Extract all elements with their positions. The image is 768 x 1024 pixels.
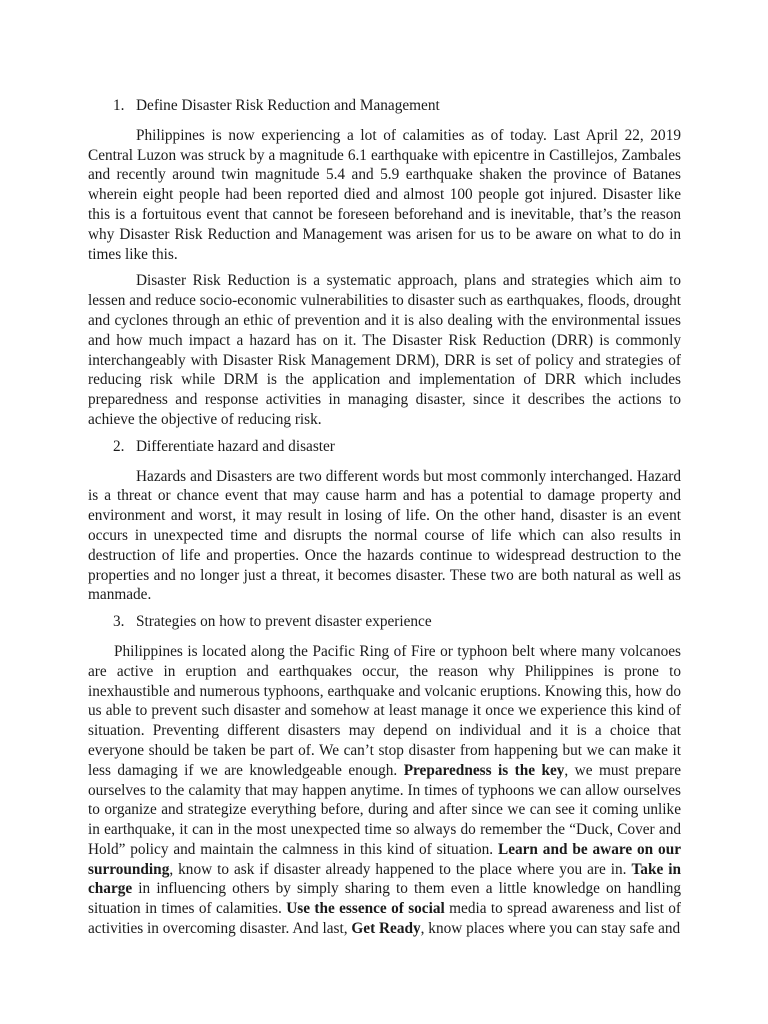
- heading-label: Strategies on how to prevent disaster experience: [136, 613, 432, 631]
- list-number: 2.: [113, 437, 125, 455]
- text-run: media to spread awareness and list of activities in overcoming disaster. And last,: [88, 900, 681, 938]
- text-run: , know to ask if disaster already happened to the place where you are in.: [169, 860, 632, 878]
- bold-text-run: Use the essence of social: [286, 900, 445, 918]
- bold-text-run: Preparedness is the key: [403, 761, 565, 779]
- text-run: , we must prepare ourselves to the calamity that may happen anytime. In times of typhoons we can allow ourselves to organize and strategize everything before, during and after since we can see it coming unlike in earthquake, it can in the most unexpected time so always do remember the “Duck, Cover and Hold” policy and maintain the calmness in this kind of situation.: [88, 761, 682, 858]
- list-number: 3.: [113, 613, 125, 631]
- text-run: Hazards and Disasters are two different words but most commonly interchanged. Hazard is a threat or chance event that may cause harm and has a potential to damage property and environment and worst, it may result in losing of life. On the other hand, disaster is an event occurs in unexpected time and disrupts the normal course of life which can also results in destruction of life and properties. Once the hazards continue to widespread destruction to the properties and no longer just a threat, it becomes disaster. These two are both natural as well as manmade.: [88, 467, 681, 604]
- paragraph: [88, 126, 681, 265]
- paragraph: [88, 467, 681, 606]
- text-run: Philippines is now experiencing a lot of calamities as of today. Last April 22, 2019 Central Luzon was struck by a magnitude 6.1 earthquake with epicentre in Castillejos, Zambales and recently around twin magnitude 5.4 and 5.9 earthquake shaken the province of Batanes wherein eight people had been reported died and almost 100 people got injured. Disaster like this is a fortuitous event that cannot be foreseen beforehand and is inevitable, that’s the reason why Disaster Risk Reduction and Management was arisen for us to be aware on what to do in times like this.: [88, 126, 681, 263]
- text-run: , know places where you can stay safe and: [420, 920, 681, 938]
- list-number: 1.: [113, 97, 125, 114]
- bold-text-run: Get Ready: [351, 920, 421, 938]
- bold-text-run: Learn and be aware on our surrounding: [88, 840, 681, 878]
- paragraph: [88, 642, 681, 939]
- text-run: Disaster Risk Reduction is a systematic approach, plans and strategies which aim to lessen and reduce socio-economic vulnerabilities to disaster such as earthquakes, floods, drought and cyclones through an ethic of prevention and it is also dealing with the environmental issues and how much impact a hazard has on it. The Disaster Risk Reduction (DRR) is commonly interchangeably with Disaster Risk Management DRM), DRR is set of policy and strategies of reducing risk while DRM is the application and implementation of DRR which includes preparedness and response activities in managing disaster, since it describes the actions to achieve the objective of reducing risk.: [88, 272, 681, 428]
- paragraph: [88, 271, 681, 429]
- document-body: [88, 96, 681, 939]
- numbered-heading: [88, 612, 681, 632]
- heading-label: Define Disaster Risk Reduction and Management: [136, 97, 440, 114]
- text-run: in influencing others by simply sharing to them even a little knowledge on handling situation in times of calamities.: [88, 880, 681, 918]
- heading-label: Differentiate hazard and disaster: [136, 437, 335, 455]
- bold-text-run: Take in charge: [88, 860, 681, 898]
- numbered-heading: [88, 437, 681, 457]
- text-run: Philippines is located along the Pacific Ring of Fire or typhoon belt where many volcanoes are active in eruption and earthquakes occur, the reason why Philippines is prone to inexhaustible and numerous typhoons, earthquake and volcanic eruptions. Knowing this, how do us able to prevent such disaster and somehow at least manage it once we experience this kind of situation. Preventing different disasters may depend on individual and it is a choice that everyone should be taken be part of. We can’t stop disaster from happening but we can make it less damaging if we are knowledgeable enough.: [88, 642, 681, 779]
- numbered-heading: [88, 96, 681, 116]
